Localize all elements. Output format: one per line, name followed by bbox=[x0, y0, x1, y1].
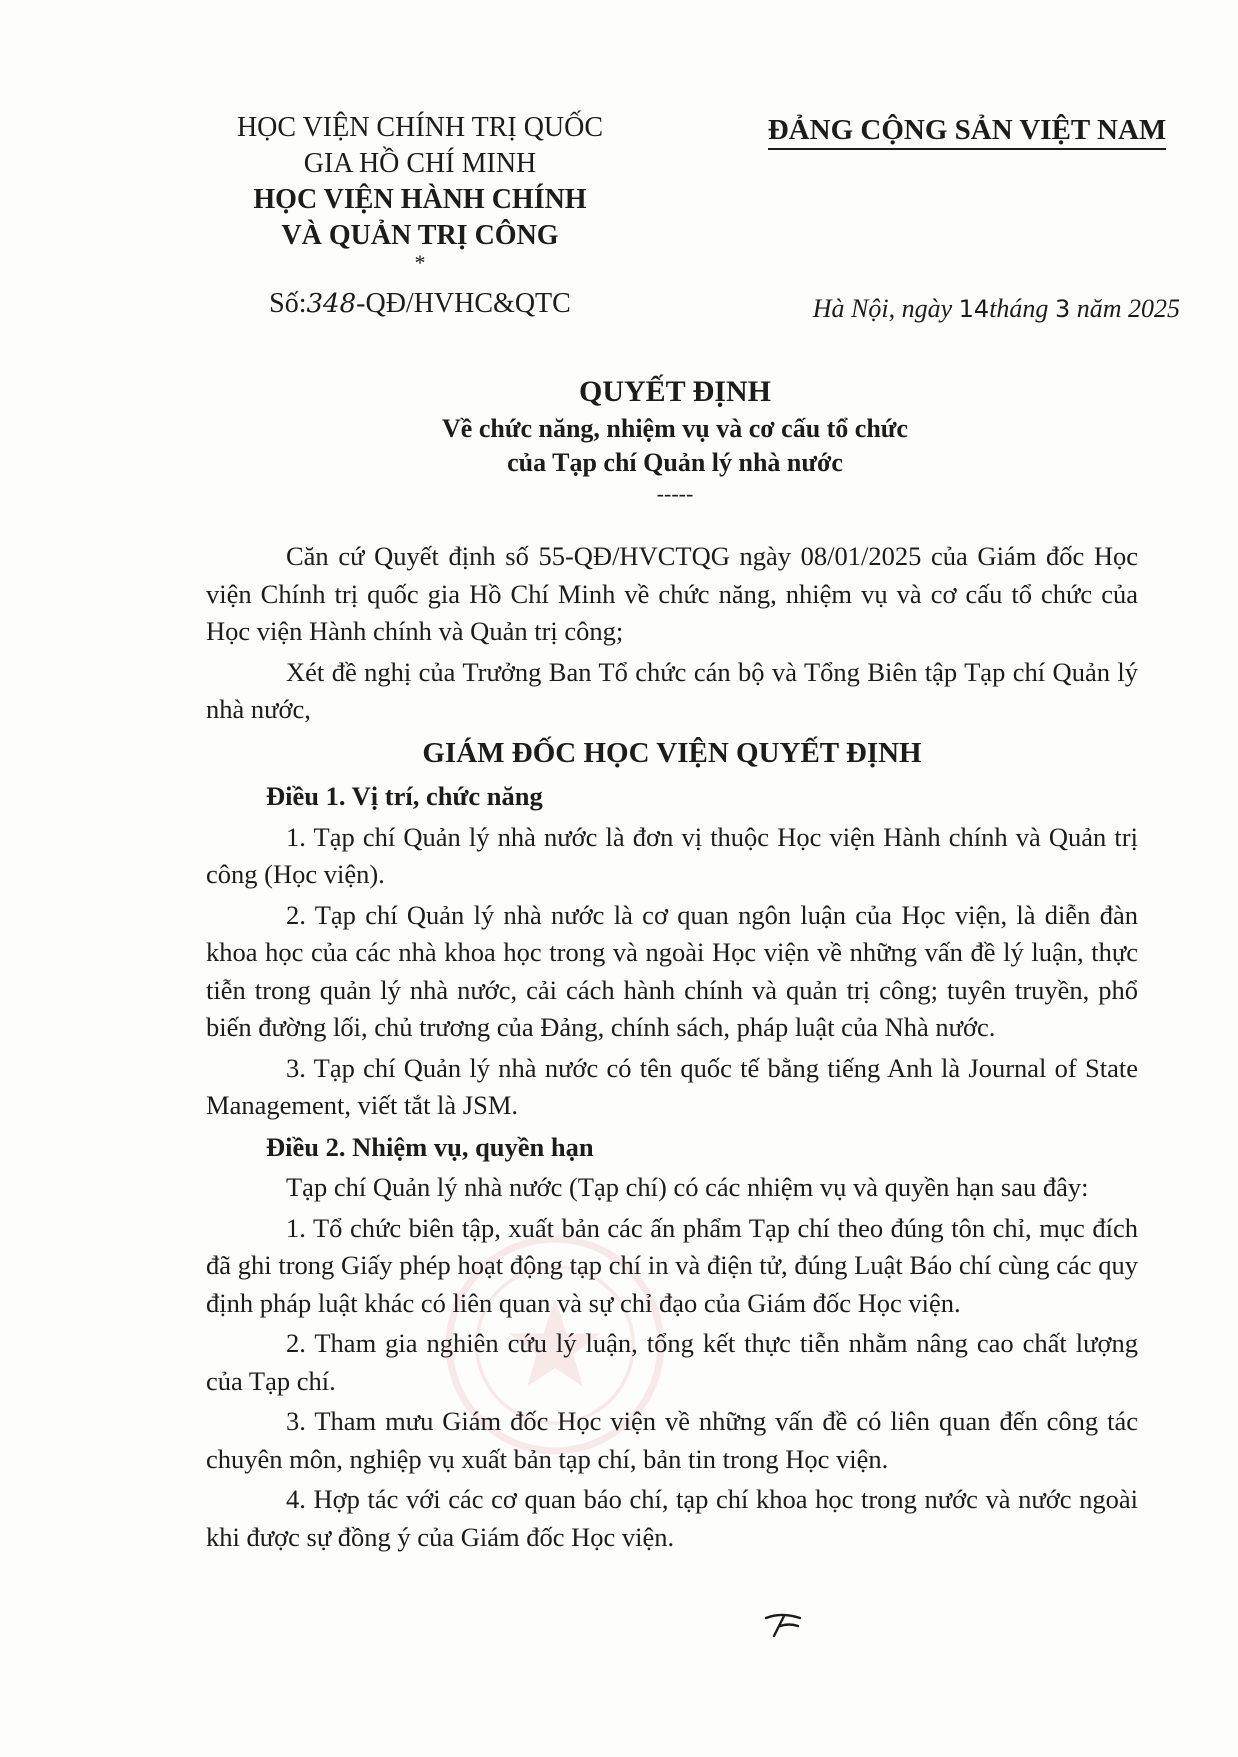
article-1-clause-2: 2. Tạp chí Quản lý nhà nước là cơ quan ngôn luận của Học viện, là diễn đàn khoa học của các nhà khoa học trong và ngoài Học viện về những vấn đề lý luận, thực tiễn trong quản lý nhà nước, cải cách hành chính và quản trị công; tuyên truyền, phổ biến đường lối, chủ trương của Đảng, chính sách, pháp luật của Nhà nước. bbox=[206, 899, 1138, 1042]
preamble-2: Xét đề nghị của Trưởng Ban Tổ chức cán bộ và Tổng Biên tập Tạp chí Quản lý nhà nước, bbox=[206, 656, 1138, 724]
document-body bbox=[206, 538, 1138, 1559]
article-1-clause-1: 1. Tạp chí Quản lý nhà nước là đơn vị thuộc Học viện Hành chính và Quản trị công (Học viện). bbox=[206, 821, 1138, 889]
doc-no-suffix: -QĐ/HVHC&QTC bbox=[356, 288, 571, 319]
star-separator: * bbox=[414, 250, 426, 275]
month-handwritten: 3 bbox=[1054, 295, 1071, 323]
org-line-3: HỌC VIỆN HÀNH CHÍNH bbox=[253, 184, 587, 215]
initials-mark-icon bbox=[762, 1612, 806, 1638]
article-1-clause-3: 3. Tạp chí Quản lý nhà nước có tên quốc tế bằng tiếng Anh là Journal of State Management, viết tắt là JSM. bbox=[206, 1052, 1138, 1120]
article-2-clause-4: 4. Hợp tác với các cơ quan báo chí, tạp chí khoa học trong nước và nước ngoài khi được sự đồng ý của Giám đốc Học viện. bbox=[206, 1484, 1138, 1552]
article-2-clause-3: 3. Tham mưu Giám đốc Học viện về những vấn đề có liên quan đến công tác chuyên môn, nghiệp vụ xuất bản tạp chí, bản tin trong Học viện. bbox=[206, 1406, 1138, 1474]
article-2-heading: Điều 2. Nhiệm vụ, quyền hạn bbox=[266, 1131, 594, 1162]
article-1-heading: Điều 1. Vị trí, chức năng bbox=[266, 781, 543, 811]
org-line-4: VÀ QUẢN TRỊ CÔNG bbox=[281, 220, 559, 251]
article-2-clause-2: 2. Tham gia nghiên cứu lý luận, tổng kết thực tiễn nhằm nâng cao chất lượng của Tạp chí. bbox=[206, 1328, 1138, 1396]
place-date-part-3: năm 2025 bbox=[1070, 294, 1180, 323]
title-separator: ----- bbox=[656, 481, 694, 506]
issuing-organization bbox=[200, 110, 640, 275]
doc-no-handwritten: 348 bbox=[306, 289, 357, 319]
title-sub-2: của Tạp chí Quản lý nhà nước bbox=[507, 448, 843, 477]
place-date-part-2: tháng bbox=[989, 294, 1055, 323]
party-name: ĐẢNG CỘNG SẢN VIỆT NAM bbox=[768, 114, 1167, 150]
org-line-1: HỌC VIỆN CHÍNH TRỊ QUỐC bbox=[236, 112, 604, 143]
doc-no-prefix: Số: bbox=[269, 288, 307, 319]
document-title bbox=[200, 372, 1150, 508]
decision-statement: GIÁM ĐỐC HỌC VIỆN QUYẾT ĐỊNH bbox=[422, 736, 922, 769]
day-handwritten: 14 bbox=[958, 295, 990, 323]
place-date bbox=[750, 294, 1180, 324]
title-sub-1: Về chức năng, nhiệm vụ và cơ cấu tổ chức bbox=[442, 414, 908, 443]
org-line-2: GIA HỒ CHÍ MINH bbox=[303, 148, 537, 179]
article-2-clause-1: 1. Tổ chức biên tập, xuất bản các ấn phẩm Tạp chí theo đúng tôn chỉ, mục đích đã ghi trong Giấy phép hoạt động tạp chí in và điện tử, đúng Luật Báo chí cùng các quy định pháp luật khác có liên quan và sự chỉ đạo của Giám đốc Học viện. bbox=[206, 1212, 1138, 1318]
title-main: QUYẾT ĐỊNH bbox=[579, 375, 771, 408]
party-heading bbox=[752, 114, 1182, 147]
article-2-intro: Tạp chí Quản lý nhà nước (Tạp chí) có các nhiệm vụ và quyền hạn sau đây: bbox=[286, 1172, 1089, 1202]
preamble-1: Căn cứ Quyết định số 55-QĐ/HVCTQG ngày 08/01/2025 của Giám đốc Học viện Chính trị quốc gia Hồ Chí Minh về chức năng, nhiệm vụ và cơ cấu tổ chức của Học viện Hành chính và Quản trị công; bbox=[206, 541, 1138, 646]
place-date-part-1: Hà Nội, ngày bbox=[812, 294, 959, 323]
document-number bbox=[200, 288, 640, 320]
